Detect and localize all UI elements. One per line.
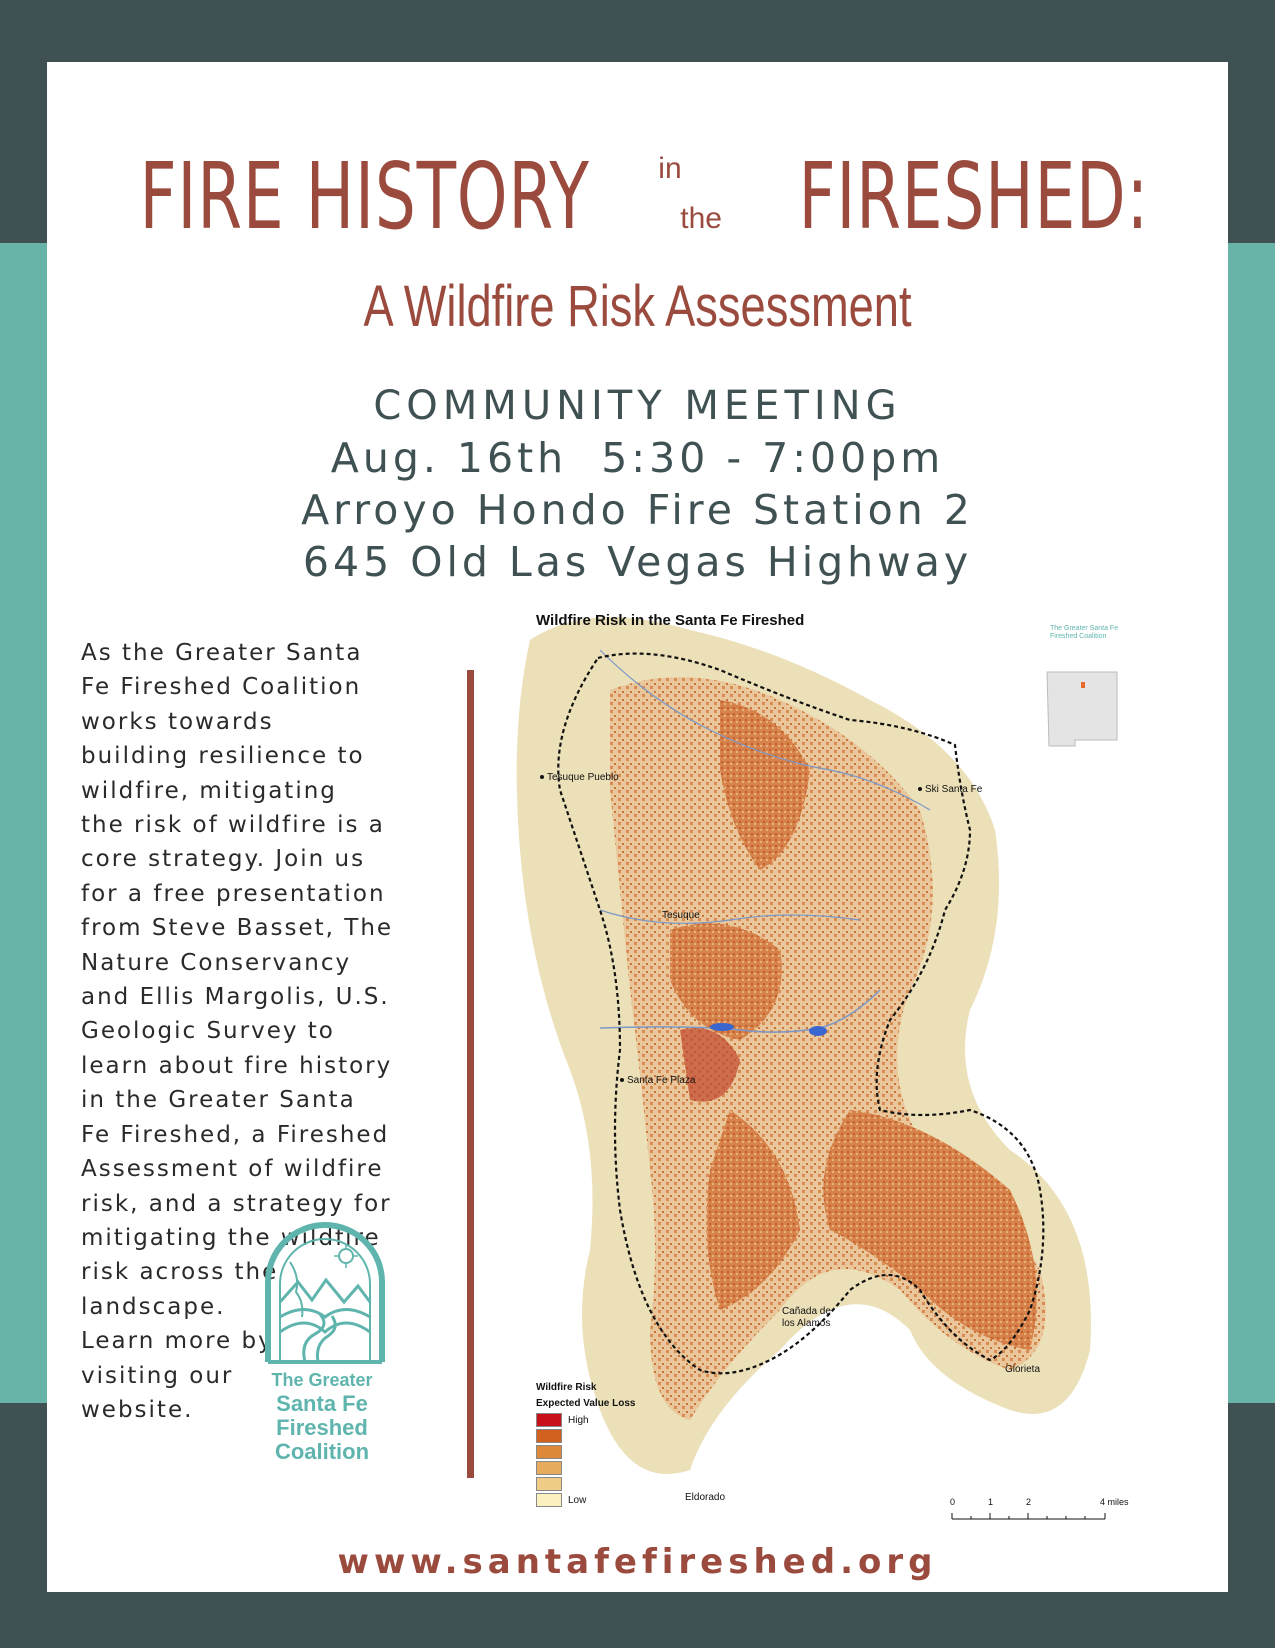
map-scale-bar: [950, 1497, 1135, 1527]
scale-tick-2: 2: [1026, 1497, 1032, 1507]
description-line: Learn more by: [81, 1328, 274, 1355]
description-line: As the Greater Santa: [81, 640, 363, 666]
legend-swatch: [536, 1412, 636, 1428]
legend-color-box: [536, 1461, 562, 1475]
description-line: and Ellis Margolis, U.S.: [81, 984, 390, 1011]
place-tesuque-pueblo: Tesuque Pueblo: [540, 772, 619, 783]
description-line: visiting our: [81, 1362, 234, 1389]
subtitle: A Wildfire Risk Assessment: [363, 274, 912, 339]
scale-tick-1: 1: [988, 1497, 994, 1507]
title-in: in: [658, 152, 682, 185]
description-line: landscape.: [81, 1293, 226, 1320]
place-canada-line-1: Cañada de: [782, 1306, 831, 1317]
coalition-logo-text: [252, 1368, 392, 1464]
description-line: Geologic Survey to: [81, 1018, 335, 1045]
map-inset-logo-line-1: The Greater Santa Fe: [1050, 625, 1119, 632]
description-line: learn about fire history: [81, 1052, 393, 1079]
place-ski-santa-fe: Ski Santa Fe: [918, 784, 982, 795]
legend-heading-2: Expected Value Loss: [536, 1398, 636, 1409]
meeting-heading: COMMUNITY MEETING: [373, 383, 902, 429]
meeting-datetime: Aug. 16th 5:30 - 7:00pm: [330, 434, 945, 482]
legend-color-box: [536, 1429, 562, 1443]
legend-color-box: [536, 1413, 562, 1427]
place-santa-fe-plaza: Santa Fe Plaza: [620, 1075, 695, 1086]
description-line: mitigating the wildfire: [81, 1224, 381, 1251]
title-part-2: FIRESHED:: [798, 143, 1150, 250]
website-link[interactable]: www.santafefireshed.org: [337, 1542, 938, 1582]
legend-color-box: [536, 1445, 562, 1459]
description-line: risk, and a strategy for: [81, 1190, 392, 1217]
title-part-1: FIRE HISTORY: [139, 143, 590, 250]
legend-swatch: [536, 1444, 636, 1460]
map-inset-logo-line-2: Fireshed Coalition: [1050, 633, 1107, 640]
scale-tick-4: 4 miles: [1100, 1497, 1129, 1507]
description-line: core strategy. Join us: [81, 846, 366, 873]
description-line: building resilience to: [81, 743, 365, 770]
page-title: [47, 142, 1228, 262]
legend-label-high: High: [568, 1414, 589, 1426]
title-the: the: [680, 202, 722, 235]
legend-swatch: [536, 1460, 636, 1476]
legend-color-box: [536, 1477, 562, 1491]
legend-swatch: [536, 1492, 636, 1508]
description-line: Fe Fireshed Coalition: [81, 674, 362, 701]
map-legend: [536, 1380, 636, 1508]
description-line: in the Greater Santa: [81, 1087, 356, 1114]
title-connector: [658, 142, 744, 252]
description-line: risk across the: [81, 1259, 279, 1286]
legend-swatch: [536, 1428, 636, 1444]
description-line: website.: [81, 1396, 194, 1423]
description-line: wildfire, mitigating: [81, 777, 337, 804]
legend-label-low: Low: [568, 1494, 587, 1506]
description-line: Assessment of wildfire: [81, 1156, 384, 1183]
description-line: the risk of wildfire is a: [81, 812, 385, 839]
place-glorieta: Glorieta: [1005, 1364, 1041, 1375]
description-line: from Steve Basset, The: [81, 915, 394, 942]
place-canada-line-2: los Alamos: [782, 1318, 831, 1329]
meeting-venue: Arroyo Hondo Fire Station 2: [301, 486, 974, 534]
scale-tick-0: 0: [950, 1497, 956, 1507]
new-mexico-inset-map-icon: [1045, 670, 1120, 750]
legend-swatch: [536, 1476, 636, 1492]
legend-heading-1: Wildfire Risk: [536, 1382, 597, 1393]
logo-line-1: The Greater: [271, 1370, 373, 1390]
legend-color-box: [536, 1493, 562, 1507]
place-tesuque: Tesuque: [662, 910, 700, 921]
description-line: Fe Fireshed, a Fireshed: [81, 1121, 390, 1148]
description-line: for a free presentation: [81, 880, 386, 907]
place-eldorado: Eldorado: [685, 1492, 726, 1503]
description-line: works towards: [81, 708, 274, 735]
description-line: Nature Conservancy: [81, 949, 352, 976]
map-title: Wildfire Risk in the Santa Fe Fireshed: [536, 612, 805, 629]
logo-line-2: Santa Fe: [276, 1391, 368, 1416]
map-inset-logo: [1050, 625, 1118, 641]
scale-bar-line: [950, 1511, 1110, 1521]
logo-line-3: Fireshed: [276, 1415, 368, 1440]
meeting-address: 645 Old Las Vegas Highway: [302, 538, 973, 586]
logo-line-4: Coalition: [274, 1439, 370, 1464]
